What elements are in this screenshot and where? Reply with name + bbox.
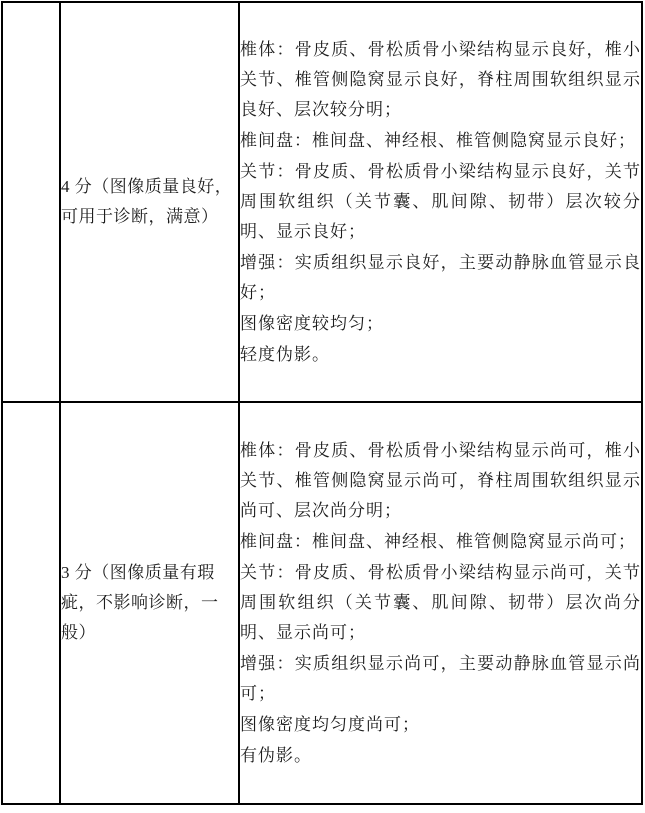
score-cell-4: [60, 2, 239, 402]
score-cell-3: [60, 402, 239, 804]
criteria-paragraph-joint: 关节：骨皮质、骨松质骨小梁结构显示尚可，关节周围软组织（关节囊、肌间隙、韧带）层次尚分明、显示尚可；: [240, 562, 641, 642]
image-quality-score-table: [1, 1, 643, 805]
criteria-cell-4: [239, 2, 642, 402]
criteria-paragraph-vertebral-body: 椎体：骨皮质、骨松质骨小梁结构显示尚可，椎小关节、椎管侧隐窝显示尚可，脊柱周围软组织显示尚可、层次尚分明；: [240, 440, 641, 520]
criteria-paragraph-vertebral-body: 椎体：骨皮质、骨松质骨小梁结构显示良好，椎小关节、椎管侧隐窝显示良好，脊柱周围软组织显示良好、层次较分明；: [240, 39, 641, 119]
criteria-paragraph-artifact: 有伪影。: [240, 745, 312, 765]
table-row-score-4: [2, 2, 642, 402]
criteria-cell-3: [239, 402, 642, 804]
empty-rowspan-cell: [2, 402, 60, 804]
criteria-paragraph-artifact: 轻度伪影。: [240, 344, 330, 364]
criteria-paragraph-intervertebral-disc: 椎间盘：椎间盘、神经根、椎管侧隐窝显示尚可；: [240, 531, 636, 551]
criteria-paragraph-enhancement: 增强：实质组织显示尚可，主要动静脉血管显示尚可；: [240, 653, 641, 703]
criteria-paragraph-density: 图像密度较均匀；: [240, 313, 384, 333]
criteria-paragraph-density: 图像密度均匀度尚可；: [240, 714, 420, 734]
score-label-4: 4 分（图像质量良好，可用于诊断，满意）: [61, 177, 233, 226]
criteria-paragraph-intervertebral-disc: 椎间盘：椎间盘、神经根、椎管侧隐窝显示良好；: [240, 130, 636, 150]
table-row-score-3: [2, 402, 642, 804]
empty-rowspan-cell: [2, 2, 60, 402]
score-label-3: 3 分（图像质量有瑕疵，不影响诊断，一般）: [61, 563, 219, 642]
criteria-paragraph-enhancement: 增强：实质组织显示良好，主要动静脉血管显示良好；: [240, 252, 641, 302]
criteria-paragraph-joint: 关节：骨皮质、骨松质骨小梁结构显示良好，关节周围软组织（关节囊、肌间隙、韧带）层次较分明、显示良好；: [240, 161, 641, 241]
